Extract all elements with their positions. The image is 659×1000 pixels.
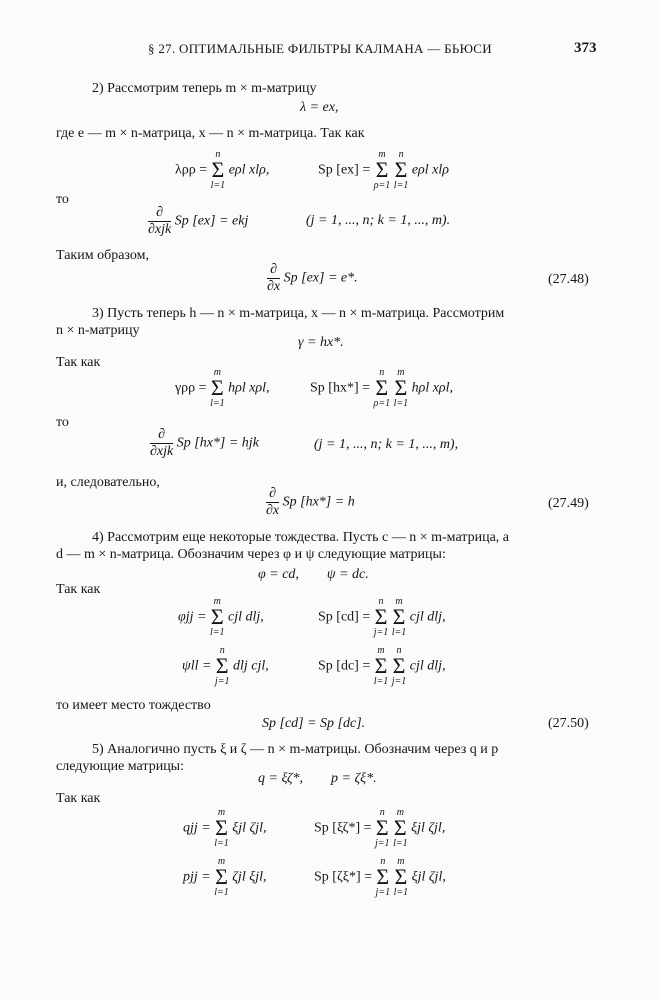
sum-sign: n Σ j=1 bbox=[375, 807, 390, 849]
sum-sign: m Σ l=1 bbox=[373, 645, 389, 687]
trace-ex-lhs: Sp [ex] = bbox=[318, 162, 371, 178]
trace-cd-formula bbox=[318, 597, 446, 638]
p3-line2: n × n-матрицу bbox=[56, 323, 140, 338]
trace-hx-term: hρl xρl, bbox=[411, 380, 454, 396]
sum-sign: n Σ j=1 bbox=[375, 856, 391, 898]
derivative-ex-result bbox=[267, 263, 358, 294]
trace-cd-lhs: Sp [cd] = bbox=[318, 609, 371, 625]
sum-sign: m Σ ρ=1 bbox=[373, 149, 391, 191]
sum-sign: n Σ ρ=1 bbox=[373, 367, 391, 409]
partial-num: ∂ bbox=[148, 206, 171, 222]
partial-num: ∂ bbox=[266, 487, 279, 503]
identity-formula: Sp [cd] = Sp [dc]. bbox=[262, 716, 366, 731]
q-sum-formula bbox=[183, 808, 267, 849]
derivative-hx-result bbox=[266, 487, 355, 518]
trace-xz-term: ξjl ζjl, bbox=[411, 820, 446, 836]
and-therefore: и, следовательно, bbox=[56, 475, 160, 490]
sum-sign: m Σ l=1 bbox=[214, 856, 229, 898]
trace-xz-lhs: Sp [ξζ*] = bbox=[314, 820, 372, 836]
derivative-hx-rhs: Sp [hx*] = hjk bbox=[176, 435, 259, 451]
range-1: (j = 1, ..., n; k = 1, ..., m). bbox=[306, 213, 451, 228]
p2-intro: 2) Рассмотрим теперь m × m-матрицу bbox=[92, 81, 317, 96]
q-term: ξjl ζjl, bbox=[232, 820, 267, 836]
partial-fraction bbox=[267, 263, 280, 294]
partial-fraction bbox=[150, 428, 173, 459]
phi-lhs: φjj = bbox=[178, 609, 207, 625]
eq-phi-psi: φ = cd, ψ = dc. bbox=[258, 567, 369, 582]
gamma-lhs: γρρ = bbox=[175, 380, 207, 396]
lambda-term: eρl xlρ, bbox=[228, 162, 270, 178]
sum-sign: m Σ l=1 bbox=[393, 807, 408, 849]
trace-dc-lhs: Sp [dc] = bbox=[318, 658, 371, 674]
trace-xz-formula bbox=[314, 808, 445, 849]
eq-gamma: γ = hx*. bbox=[298, 335, 344, 350]
partial-den: ∂xjk bbox=[150, 444, 174, 459]
tak-kak-1: Так как bbox=[56, 355, 101, 370]
p-term: ζjl ξjl, bbox=[232, 869, 267, 885]
p2-where: где e — m × n-матрица, x — n × m-матрица. Так как bbox=[56, 126, 365, 141]
partial-num: ∂ bbox=[150, 428, 173, 444]
trace-dc-formula bbox=[318, 646, 446, 687]
derivative-ex-result-rhs: Sp [ex] = e*. bbox=[283, 270, 358, 286]
sum-sign: m Σ l=1 bbox=[210, 367, 225, 409]
trace-zx-term: ξjl ζjl, bbox=[411, 869, 446, 885]
equation-number-27-50: (27.50) bbox=[548, 716, 589, 731]
gamma-sum-formula bbox=[175, 368, 270, 409]
partial-den: ∂xjk bbox=[148, 222, 172, 237]
thus: Таким образом, bbox=[56, 248, 149, 263]
psi-lhs: ψll = bbox=[182, 658, 212, 674]
derivative-hx-formula bbox=[150, 428, 259, 459]
partial-den: ∂x bbox=[266, 503, 280, 518]
partial-fraction bbox=[148, 206, 171, 237]
trace-zx-lhs: Sp [ζξ*] = bbox=[314, 869, 373, 885]
sum-sign: n Σ l=1 bbox=[210, 149, 226, 191]
sum-sign: m Σ l=1 bbox=[393, 856, 409, 898]
p4-line1: 4) Рассмотрим еще некоторые тождества. Пусть c — n × m-матрица, а bbox=[92, 530, 509, 545]
sum-sign: m Σ l=1 bbox=[209, 596, 225, 638]
sum-sign: n Σ j=1 bbox=[214, 645, 230, 687]
psi-sum-formula bbox=[182, 646, 269, 687]
p4-line2: d — m × n-матрица. Обозначим через φ и ψ следующие матрицы: bbox=[56, 547, 446, 562]
derivative-ex-rhs: Sp [ex] = ekj bbox=[174, 213, 249, 229]
partial-num: ∂ bbox=[267, 263, 280, 279]
to-1: то bbox=[56, 192, 69, 207]
psi-term: dlj cjl, bbox=[232, 658, 269, 674]
trace-dc-term: cjl dlj, bbox=[409, 658, 446, 674]
trace-ex-term: eρl xlρ bbox=[411, 162, 449, 178]
phi-sum-formula bbox=[178, 597, 264, 638]
page-number: 373 bbox=[574, 40, 597, 56]
sum-sign: n Σ j=1 bbox=[373, 596, 389, 638]
derivative-ex-formula bbox=[148, 206, 248, 237]
gamma-term: hρl xρl, bbox=[228, 380, 270, 396]
p-sum-formula bbox=[183, 857, 267, 898]
p-lhs: pjj = bbox=[183, 869, 211, 885]
trace-ex-formula bbox=[318, 150, 449, 191]
trace-cd-term: cjl dlj, bbox=[409, 609, 446, 625]
eq-q-p: q = ξζ*, p = ζξ*. bbox=[258, 771, 377, 786]
running-title: § 27. ОПТИМАЛЬНЫЕ ФИЛЬТРЫ КАЛМАНА — БЬЮСИ bbox=[148, 41, 492, 56]
lambda-lhs: λρρ = bbox=[175, 162, 208, 178]
phi-term: cjl dlj, bbox=[228, 609, 264, 625]
range-2: (j = 1, ..., n; k = 1, ..., m), bbox=[314, 437, 459, 452]
identity-intro: то имеет место тождество bbox=[56, 698, 211, 713]
sum-sign: m Σ l=1 bbox=[393, 367, 409, 409]
lambda-sum-formula bbox=[175, 150, 269, 191]
p5-line1: 5) Аналогично пусть ξ и ζ — n × m-матрицы. Обозначим через q и p bbox=[92, 742, 499, 757]
tak-kak-3: Так как bbox=[56, 791, 101, 806]
eq-lambda: λ = ex, bbox=[300, 100, 339, 115]
trace-hx-formula bbox=[310, 368, 453, 409]
sum-sign: m Σ l=1 bbox=[214, 807, 229, 849]
sum-sign: m Σ l=1 bbox=[391, 596, 407, 638]
p3-line1: 3) Пусть теперь h — n × m-матрица, x — n × m-матрица. Рассмотрим bbox=[92, 306, 505, 321]
q-lhs: qjj = bbox=[183, 820, 211, 836]
sum-sign: n Σ j=1 bbox=[391, 645, 407, 687]
to-2: то bbox=[56, 415, 69, 430]
trace-zx-formula bbox=[314, 857, 446, 898]
tak-kak-2: Так как bbox=[56, 582, 101, 597]
partial-fraction bbox=[266, 487, 279, 518]
p5-line2: следующие матрицы: bbox=[56, 759, 184, 774]
partial-den: ∂x bbox=[267, 279, 281, 294]
equation-number-27-49: (27.49) bbox=[548, 496, 589, 511]
equation-number-27-48: (27.48) bbox=[548, 272, 589, 287]
sum-sign: n Σ l=1 bbox=[393, 149, 409, 191]
derivative-hx-result-rhs: Sp [hx*] = h bbox=[282, 494, 355, 510]
trace-hx-lhs: Sp [hx*] = bbox=[310, 380, 371, 396]
